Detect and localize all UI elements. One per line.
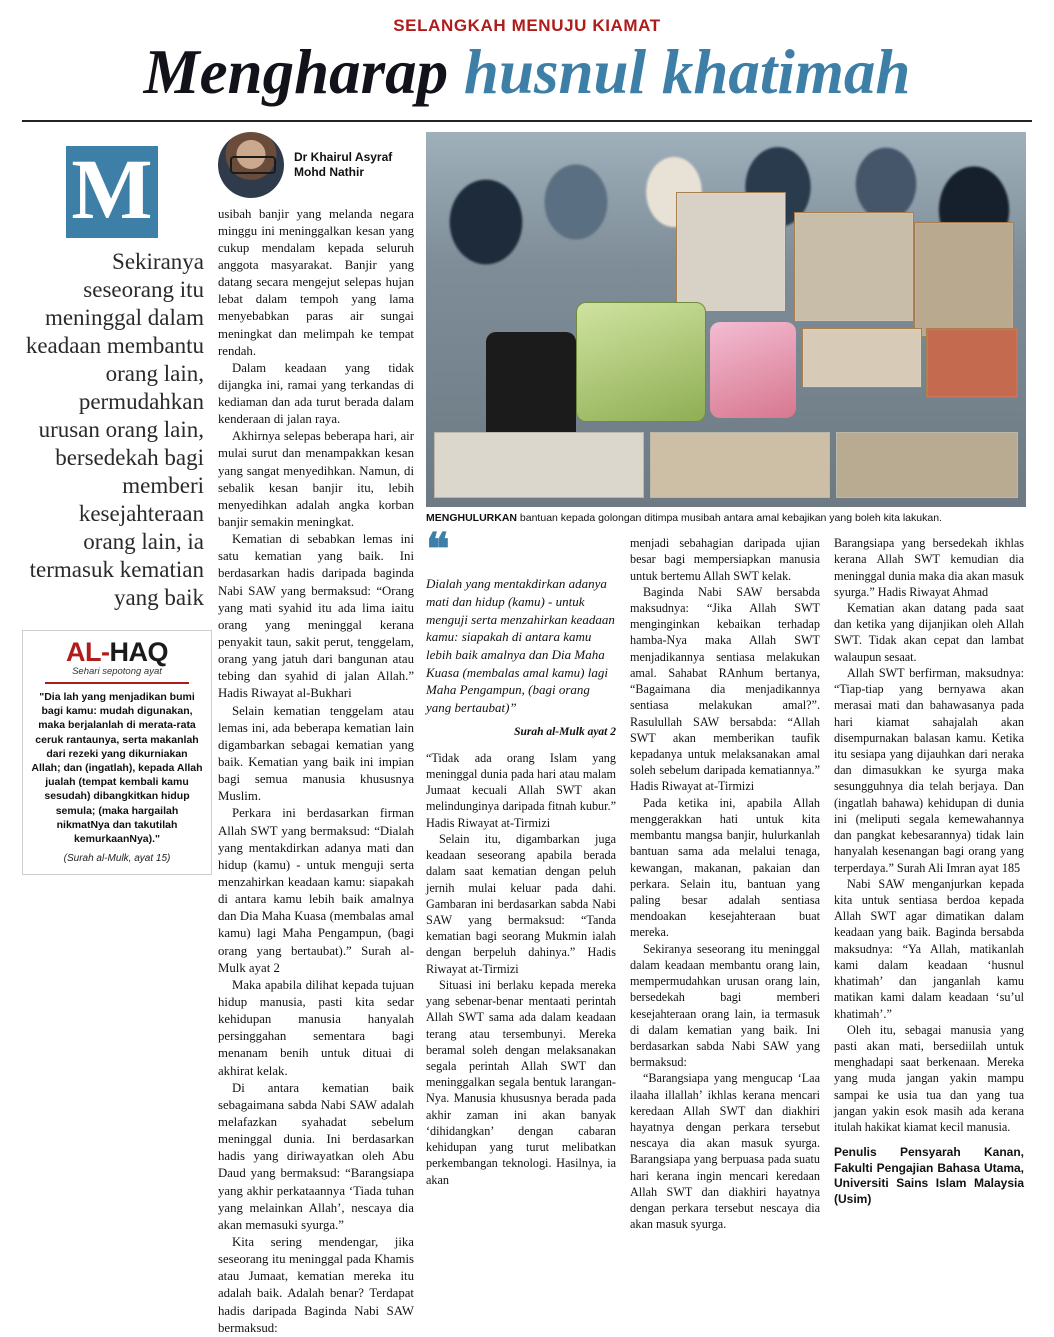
paragraph: Dalam keadaan yang tidak dijangka ini, ramai yang terkandas di kediaman dan ada turut berada dalam kenderaan di jalan raya. <box>218 360 414 427</box>
photo-pink-bag <box>710 322 796 418</box>
alhaq-source: (Surah al-Mulk, ayat 15) <box>63 853 171 865</box>
photo-supplies <box>434 432 644 498</box>
author-name-line2: Mohd Nathir <box>294 164 364 179</box>
kicker-text: SELANGKAH MENUJU KIAMAT <box>393 16 661 35</box>
lower-column-3 <box>834 535 1024 1232</box>
left-column <box>22 132 218 1337</box>
paragraph: menjadi sebahagian daripada ujian besar bagi mempersiapkan manusia untuk bertemu Allah SWT kelak. <box>630 536 820 583</box>
header-divider <box>22 120 1032 122</box>
paragraph: “Barangsiapa yang mengucap ‘Laa ilaaha illallah’ ikhlas kerana mencari keredaan Allah SWT dan diakhiri hayatnya dengan perkara tersebut nescaya dia akan masuk syurga. Barangsiapa yang berpuasa pada suatu hari kerana ingin mencari keredaan Allah SWT dan diakhiri hayatnya dengan perkara tersebut nescaya dia akan masuk syurga. <box>630 1071 820 1232</box>
paragraph: Situasi ini berlaku kepada mereka yang sebenar-benar mentaati perintah Allah SWT sama ada dalam keadaan terang atau tersembunyi. Mereka beramal soleh dengan melaksanakan segala perintah Allah SWT dan meninggalkan segala bentuk larangan-Nya. Manusia khususnya berada pada akhir zaman ini akan banyak ‘dihidangkan’ dengan cabaran kehidupan yang turut melibatkan perkembangan teknologi. Hasilnya, ia akan <box>426 977 616 1187</box>
photo-red-box <box>926 328 1018 398</box>
headline-part-2: husnul khatimah <box>463 37 911 107</box>
paragraph: Kematian akan datang pada saat dan ketika yang dijanjikan oleh Allah SWT. Tidak akan cepat dan lambat walaupun sesaat. <box>834 601 1024 664</box>
paragraph: Perkara ini berdasarkan firman Allah SWT yang bermaksud: “Dialah yang mentakdirkan adanya mati dan hidup (kamu) - untuk menguji serta menzahirkan keadaan kamu: siapakah di antara kamu lebih baik amalnya dan Dia Maha Kuasa (membalas amal kamu) lagi Maha Pengampun, (bagi orang yang bertaubat).” Surah al-Mulk ayat 2 <box>218 806 414 975</box>
photo-carton <box>914 222 1014 337</box>
paragraph: usibah banjir yang melanda negara minggu ini meninggalkan kesan yang cukup mendalam kepada seluruh anggota masyarakat. Banjir yang datang secara mengejut selepas hujan lebat dalam tempoh yang lama menyebabkan paras air sungai meningkat dan melimpah ke tempat rendah. <box>218 206 414 358</box>
paragraph: Selain itu, digambarkan juga keadaan seseorang apabila berada dalam saat kematian dengan peluh jernih mulai keluar pada dahi. Gambaran ini berdasarkan sabda Nabi SAW yang bermaksud: “Tanda kematian bagi seorang Mukmin ialah dengan berpeluh dahinya.” Hadis Riwayat at-Tirmizi <box>426 831 616 976</box>
photo-carton <box>794 212 914 322</box>
lower-column-2 <box>630 535 820 1232</box>
alhaq-logo <box>31 637 203 668</box>
photo-caption <box>426 512 1026 526</box>
paragraph: Akhirnya selepas beberapa hari, air mulai surut dan menampakkan kesan yang sangat menyedihkan. Namun, di sebalik kesan banjir itu, lebih menyedihkan adalah angka korban banjir semakin meningkat. <box>218 429 414 530</box>
article-photo-block <box>426 132 1026 526</box>
right-column <box>426 132 1026 1337</box>
alhaq-box <box>22 630 212 875</box>
pull-quote: Sekiranya seseorang itu meninggal dalam keadaan membantu orang lain, permudahkan urusan orang lain, bersedekah bagi memberi kesejahteraan orang lain, ia termasuk kematian yang baik <box>25 248 204 611</box>
paragraph: Baginda Nabi SAW bersabda maksudnya: “Jika Allah SWT menginginkan kebaikan terhadap hamba-Nya maka Allah SWT menjadikannya sentiasa melakukan amal. Sahabat RAnhum bertanya, “Bagaimana dia menjadikannya sentiasa melakukan amal?”. Rasulullah SAW bersabda: “Allah SWT akan memberikan taufik kepadanya untuk melaksanakan amal soleh sebelum daripada kematiannya.” Hadis Riwayat at-Tirmizi <box>630 584 820 794</box>
photo-black-bag <box>486 332 576 442</box>
paragraph: Pada ketika ini, apabila Allah menggerakkan hati untuk kita membantu mangsa banjir, hulurkanlah bantuan sama ada melalui tenaga, kewangan, makanan, pakaian dan perkara. Selain itu, bantuan yang paling besar adalah sentiasa mendoakan kesejahteraan buat mereka. <box>630 795 820 940</box>
photo-caption-lead: MENGHULURKAN <box>426 511 517 524</box>
photo-caption-rest: bantuan kepada golongan ditimpa musibah antara amal kebajikan yang boleh kita lakukan. <box>517 511 942 524</box>
pull-quote-verse: Dialah yang mentakdirkan adanya mati dan hidup (kamu) - untuk menguji serta menzahirkan keadaan kamu: siapakah di antara kamu lebih baik amalnya dan Dia Maha Kuasa (membalas amal kamu) lagi Maha Pengampun, (bagi orang yang bertaubat)” <box>426 576 615 715</box>
alhaq-logo-al: AL- <box>66 637 110 668</box>
article-body <box>22 132 1032 1337</box>
photo-carton <box>802 328 922 388</box>
lower-columns <box>426 525 1026 1232</box>
alhaq-subtitle: Sehari sepotong ayat <box>72 666 162 678</box>
quote-icon: ❝ <box>426 525 450 575</box>
paragraph: Sekiranya seseorang itu meninggal dalam keadaan membantu orang lain, mempermudahkan urusan orang lain, bersedekah bagi memberi kesejahteraan orang lain, ia termasuk di dalam kematian yang baik. Ini berdasarkan sabda Nabi SAW yang bermaksud: <box>630 941 820 1070</box>
avatar <box>218 132 284 198</box>
alhaq-logo-haq: HAQ <box>109 637 168 668</box>
paragraph: Kematian di sebabkan lemas ini satu kematian yang baik. Ini berdasarkan hadis daripada baginda Nabi SAW yang bermaksud: “Orang yang mati syahid itu ada lima iaitu orang yang meninggal kerana penyakit taun, sakit perut, tenggelam, orang yang jatuh dari bangunan atau tebing dan syahid di jalan Allah.” Hadis Riwayat al-Bukhari <box>218 532 414 701</box>
author-name-line1: Dr Khairul Asyraf <box>294 149 393 164</box>
intro-column <box>218 132 426 1337</box>
paragraph: Di antara kematian baik sebagaimana sabda Nabi SAW adalah melafazkan syahadat sebelum meninggal dunia. Ini berdasarkan hadis yang diriwayatkan oleh Abu Daud yang bermaksud: “Barangsiapa yang akhir perkataannya ‘Tiada tuhan yang melainkan Allah’, nescaya dia akan memasuki syurga.” <box>218 1080 414 1232</box>
paragraph: Barangsiapa yang bersedekah ikhlas kerana Allah SWT kemudian dia meninggal dunia maka dia akan masuk syurga.” Hadis Riwayat Ahmad <box>834 536 1024 599</box>
photo-carton <box>676 192 786 312</box>
author-block <box>218 132 414 198</box>
lower-column-1 <box>426 525 616 1232</box>
paragraph: Oleh itu, sebagai manusia yang pasti akan mati, bersediilah untuk menghadapi saat berkenaan. Mereka yang muda jangan yakin mampu sampai ke usia tua dan yang tua jangan yakin esok masih ada kerana itulah hakikat kiamat kecil manusia. <box>834 1022 1024 1135</box>
paragraph: Selain kematian tenggelam atau lemas ini, ada beberapa kematian lain digambarkan sebagai kematian yang baik. Kematian yang baik ini impian bagi semua manusia khususnya Muslim. <box>218 703 414 804</box>
paragraph: Kita sering mendengar, jika seseorang itu meninggal pada Khamis atau Jumaat, kematian mereka itu adalah baik. Adalah benar? Terdapat hadis daripada Baginda Nabi SAW bermaksud: <box>218 1234 414 1335</box>
paragraph: Nabi SAW menganjurkan kepada kita untuk sentiasa berdoa kepada Allah SWT agar dimatikan dalam keadaan yang baik. Baginda bersabda maksudnya: “Ya Allah, matikanlah kami dalam keadaan ‘husnul khatimah’ dan janganlah kamu matikan kami dalam keadaan ‘su’ul khatimah’.” <box>834 876 1024 1021</box>
drop-cap: M <box>66 146 158 238</box>
alhaq-divider <box>45 682 189 684</box>
paragraph: “Tidak ada orang Islam yang meninggal dunia pada hari atau malam Jumaat kecuali Allah SWT akan melindunginya daripada fitnah kubur.” Hadis Riwayat at-Tirmizi <box>426 750 616 830</box>
headline-part-1: Mengharap <box>143 37 449 107</box>
byline: Penulis Pensyarah Kanan, Fakulti Pengajian Bahasa Utama, Universiti Sains Islam Malaysia (Usim) <box>834 1145 1024 1207</box>
photo-supplies <box>836 432 1018 498</box>
paragraph: Allah SWT berfirman, maksudnya: “Tiap-tiap yang bernyawa akan merasai mati dan bahawasanya pada hari kiamat sahajalah akan disempurnakan balasan kamu. Ketika itu sesiapa yang dijauhkan dari neraka dan dimasukkan ke syurga maka sesungguhnya dia telah berjaya. Dan (ingatlah bahawa) kehidupan di dunia ini (meliputi segala kemewahannya dan pangkat kebesarannya) tidak lain hanyalah kesenangan bagi orang yang terperdaya.” Surah Ali Imran ayat 185 <box>834 665 1024 875</box>
page-title <box>22 37 1032 107</box>
alhaq-verse-text: "Dia lah yang menjadikan bumi bagi kamu: mudah digunakan, maka berjalanlah di merata-rata ceruk rantaunya, serta makanlah dari rezeki yang dikurniakan Allah; dan (ingatlah), kepada Allah jualah (tempat kembali kamu sesudah) dibangkitkan hidup semula; (maka hargailah nikmatNya dan takutilah kemurkaanNya)." <box>31 691 203 845</box>
author-name <box>294 150 392 180</box>
pull-quote-source: Surah al-Mulk ayat 2 <box>514 725 616 738</box>
paragraph: Maka apabila dilihat kepada tujuan hidup manusia, pasti kita sedar kehidupan manusia hanyalah persinggahan sementara bagi menanam benih untuk dituai di akhirat kelak. <box>218 977 414 1078</box>
photo-relief-bag <box>576 302 706 422</box>
article-photo <box>426 132 1026 507</box>
photo-supplies <box>650 432 830 498</box>
intro-text <box>218 206 414 1337</box>
